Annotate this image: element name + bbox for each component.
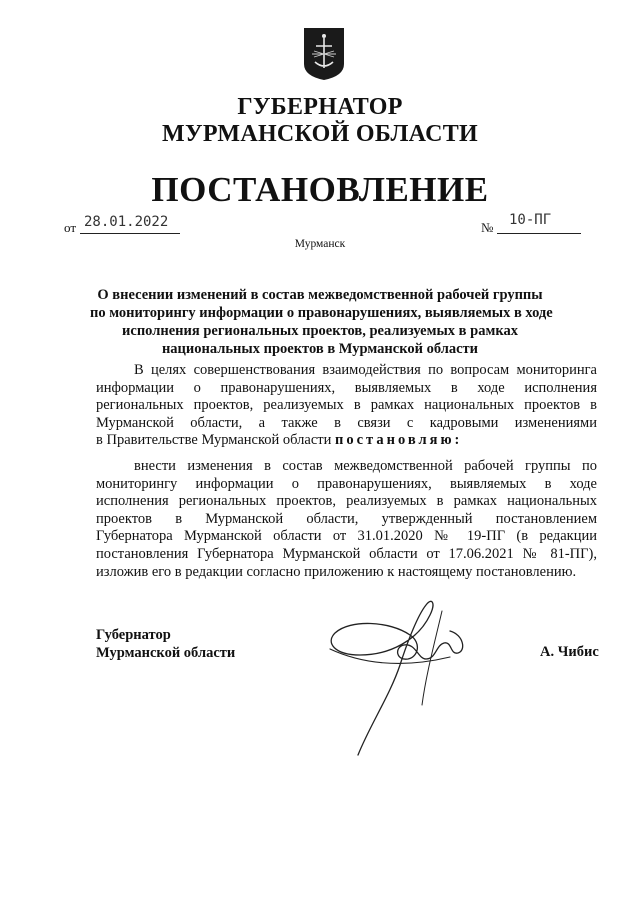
organization-line-2: МУРМАНСКОЙ ОБЛАСТИ bbox=[162, 121, 478, 147]
signatory-position-line: Губернатор bbox=[96, 627, 171, 643]
paragraph-line: В целях совершенствования взаимодействия по вопросам мониторинга bbox=[134, 362, 597, 378]
coat-of-arms-icon bbox=[302, 24, 346, 82]
title-line: по мониторингу информации о правонарушениях, выявляемых в ходе bbox=[90, 305, 553, 321]
document-number: 10-ПГ bbox=[509, 212, 552, 228]
paragraph-line: Мурманской области, а также в связи с кадровыми изменениями bbox=[96, 414, 597, 431]
paragraph-text: в Правительстве Мурманской области bbox=[96, 432, 336, 449]
date-prefix: от bbox=[64, 220, 77, 235]
title-line: исполнения региональных проектов, реализуемых в рамках bbox=[122, 323, 518, 339]
paragraph-line: изложив его в редакции согласно приложению к настоящему постановлению. bbox=[96, 563, 577, 580]
paragraph-line: информации о правонарушениях, выявляемых в ходе исполнения bbox=[96, 379, 597, 396]
number-prefix: № bbox=[481, 220, 494, 235]
paragraph-line: постановления Губернатора Мурманской области от 17.06.2021 № 81-ПГ), bbox=[96, 545, 597, 562]
title-line: О внесении изменений в состав межведомственной рабочей группы bbox=[97, 287, 543, 303]
document-title bbox=[90, 286, 553, 358]
title-line: национальных проектов в Мурманской области bbox=[161, 341, 479, 357]
document-date: 28.01.2022 bbox=[84, 214, 169, 230]
document-type: ПОСТАНОВЛЕНИЕ bbox=[151, 170, 489, 209]
paragraph-line bbox=[96, 432, 597, 450]
signatory-name: А. Чибис bbox=[540, 644, 599, 660]
paragraph-line: Губернатора Мурманской области от 31.01.2020 № 19-ПГ (в редакции bbox=[96, 528, 597, 545]
signatory-position-line: Мурманской области bbox=[96, 645, 236, 661]
resolution-keyword: постановляю: bbox=[335, 432, 463, 449]
paragraph-line: внести изменения в состав межведомственной рабочей группы по bbox=[134, 458, 597, 474]
organization-line-1: ГУБЕРНАТОР bbox=[237, 94, 403, 120]
paragraph-resolution bbox=[96, 458, 597, 581]
paragraph-line: проектов в Мурманской области, утвержденный постановлением bbox=[96, 510, 597, 527]
city: Мурманск bbox=[294, 238, 346, 250]
paragraph-line: мониторингу информации о правонарушениях, выявляемых в ходе bbox=[96, 475, 597, 492]
paragraph-preamble bbox=[96, 362, 597, 450]
paragraph-line: исполнения региональных проектов, реализуемых в рамках национальных bbox=[96, 493, 597, 510]
signatory-position bbox=[96, 626, 235, 662]
handwritten-signature bbox=[300, 585, 500, 775]
paragraph-line: региональных проектов, реализуемых в рамках национальных проектов в bbox=[96, 397, 597, 414]
